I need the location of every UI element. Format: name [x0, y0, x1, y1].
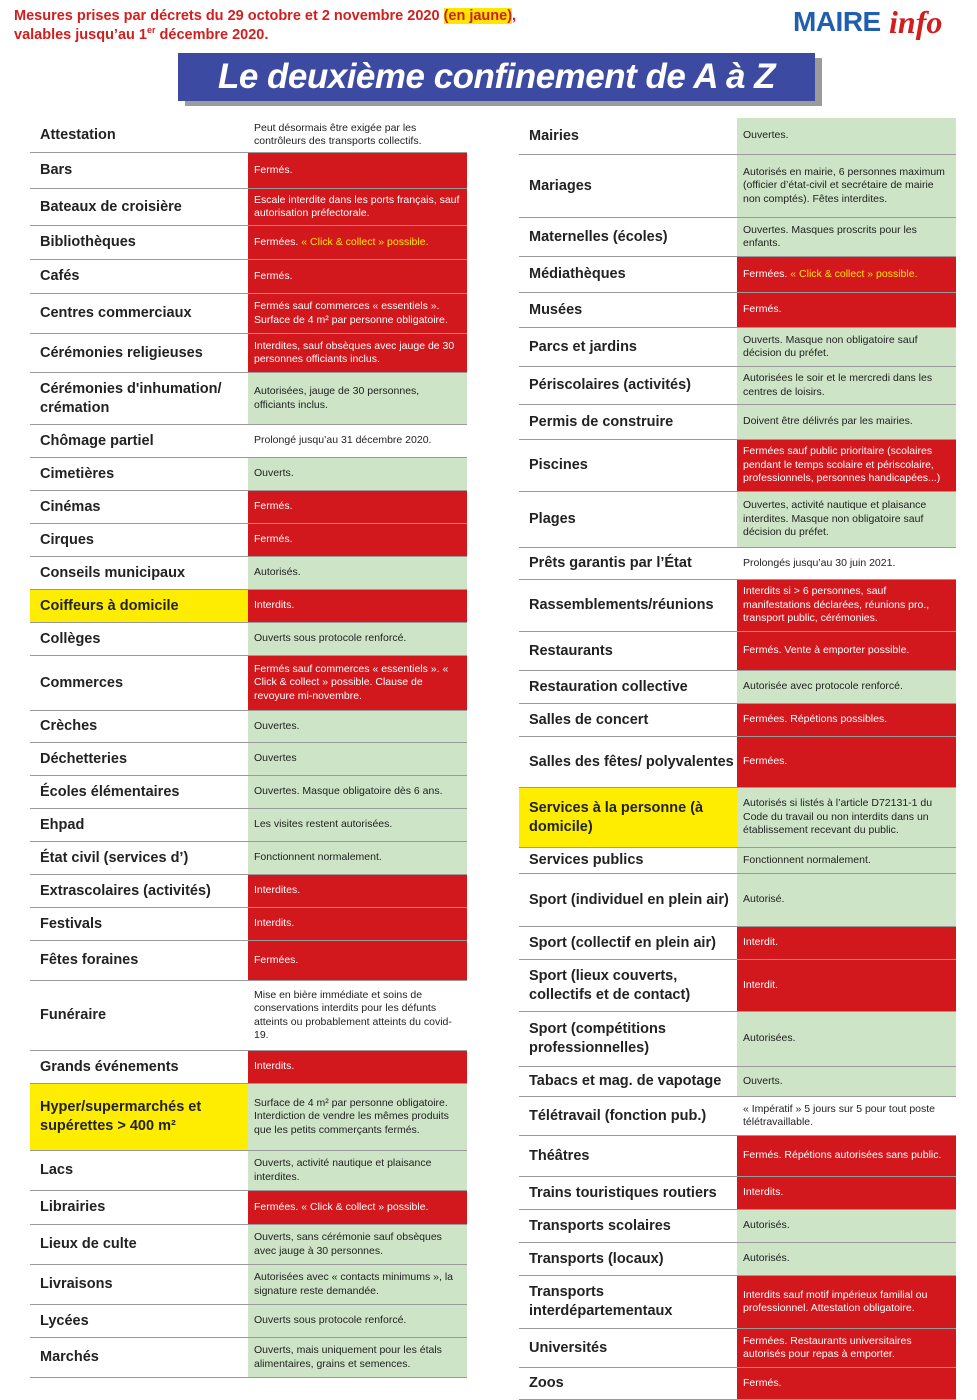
- click-collect-note: « Click & collect » possible.: [301, 235, 429, 248]
- measure-label: Cérémonies d'inhumation/ crémation: [40, 380, 222, 416]
- table-row: [519, 788, 956, 848]
- table-row: [519, 671, 956, 704]
- measure-label: Centres commerciaux: [40, 305, 192, 321]
- measure-label: Services à la personne (à domicile): [519, 788, 737, 847]
- table-row: [30, 1225, 467, 1265]
- measure-status: Fermées. « Click & collect » possible.: [248, 1191, 467, 1224]
- measure-label: Piscines: [529, 457, 588, 473]
- table-row: [519, 257, 956, 293]
- table-row: [30, 1265, 467, 1305]
- measure-status: Ouverts sous protocole renforcé.: [248, 623, 467, 655]
- measure-status: Autorisés si listés à l’article D72131-1 du Code du travail ou non interdits dans un établissement recevant du public.: [737, 788, 956, 847]
- measure-label: Lieux de culte: [40, 1236, 137, 1252]
- measure-status: Fermés. Répétions autorisées sans public.: [737, 1136, 956, 1176]
- measure-status: Autorisées le soir et le mercredi dans les centres de loisirs.: [737, 367, 956, 404]
- measure-label: Périscolaires (activités): [529, 377, 692, 393]
- measure-label: Maternelles (écoles): [529, 228, 668, 245]
- measure-label: Cimetières: [40, 465, 115, 482]
- table-row: [519, 1136, 956, 1177]
- measure-label: Fêtes foraines: [40, 952, 139, 968]
- measure-label: Grands événements: [40, 1058, 179, 1075]
- measure-label: Salles des fêtes/ polyvalentes: [529, 753, 734, 770]
- table-row: [30, 1338, 467, 1378]
- table-row: [30, 711, 467, 743]
- table-row: [519, 1243, 956, 1276]
- measure-status: Fermés.: [248, 260, 467, 293]
- table-row: [30, 908, 467, 941]
- measure-label: Coiffeurs à domicile: [30, 590, 248, 622]
- measure-label: Transports scolaires: [529, 1217, 671, 1234]
- note-comma: ,: [512, 8, 517, 24]
- measure-status: Doivent être délivrés par les mairies.: [737, 405, 956, 439]
- measure-label: Sport (lieux couverts, collectifs et de contact): [529, 967, 691, 1003]
- note-validity-end: décembre 2020.: [155, 27, 269, 43]
- table-row: [30, 623, 467, 656]
- measure-label: Parcs et jardins: [529, 338, 637, 355]
- measure-label: Mariages: [529, 177, 592, 194]
- measure-status: Autorisée avec protocole renforcé.: [737, 671, 956, 703]
- measure-status: Interdits.: [737, 1177, 956, 1209]
- measure-label: Prêts garantis par l’État: [529, 555, 692, 571]
- measure-status: Fermés sauf commerces « essentiels ». « Click & collect » possible. Clause de revoyure mi-novembre.: [248, 656, 467, 710]
- measure-status: Autorisées.: [737, 1012, 956, 1066]
- measure-label: Sport (individuel en plein air): [529, 891, 729, 908]
- measure-label: Musées: [529, 301, 583, 318]
- measure-status: Mise en bière immédiate et soins de conservations interdits pour les défunts atteints ou probablement atteints du covid-19.: [248, 981, 467, 1050]
- measure-status: Ouvertes. Masque obligatoire dès 6 ans.: [248, 776, 467, 808]
- measure-label: Sport (collectif en plein air): [529, 934, 716, 951]
- table-row: [30, 260, 467, 294]
- measure-status: Interdits.: [248, 590, 467, 622]
- table-row: [519, 632, 956, 671]
- measure-label: Restaurants: [529, 642, 613, 659]
- measure-status: Fermés. Vente à emporter possible.: [737, 632, 956, 670]
- measure-status: Ouverts, sans cérémonie sauf obsèques avec jauge à 30 personnes.: [248, 1225, 467, 1264]
- measure-status: Ouvertes, activité nautique et plaisance interdites. Masque non obligatoire sauf décision du préfet.: [737, 492, 956, 547]
- table-row: [30, 1151, 467, 1191]
- table-row: [519, 328, 956, 367]
- measure-status: Autorisés.: [248, 557, 467, 589]
- measure-status: Ouverts. Masque non obligatoire sauf décision du préfet.: [737, 328, 956, 366]
- measure-label: Festivals: [40, 915, 103, 932]
- measure-status: Ouvertes. Masques proscrits pour les enfants.: [737, 218, 956, 256]
- yellow-legend: (en jaune): [443, 8, 513, 24]
- measure-label: Salles de concert: [529, 711, 649, 728]
- measure-label: Écoles élémentaires: [40, 783, 180, 800]
- measure-label: Transports (locaux): [529, 1250, 664, 1267]
- measure-label: Permis de construire: [529, 413, 674, 430]
- table-row: [519, 1177, 956, 1210]
- table-row: [519, 293, 956, 328]
- measure-status: Fermés.: [737, 293, 956, 327]
- table-row: [519, 874, 956, 927]
- measure-label: Commerces: [40, 674, 124, 691]
- measure-label: Plages: [529, 511, 576, 527]
- logo-info: info: [889, 4, 943, 40]
- measure-status: Fermées.: [248, 941, 467, 980]
- measure-label: Funéraire: [40, 1007, 107, 1023]
- table-row: [30, 1305, 467, 1338]
- measure-label: Rassemblements/réunions: [529, 597, 714, 613]
- measure-status: Ouverts.: [737, 1067, 956, 1096]
- measure-label: Cirques: [40, 531, 94, 548]
- measure-label: Cafés: [40, 268, 80, 284]
- table-row: [30, 334, 467, 373]
- measure-status: Interdits.: [248, 908, 467, 940]
- measure-status: Ouverts, activité nautique et plaisance interdites.: [248, 1151, 467, 1190]
- measure-status: Fermées.: [737, 737, 956, 787]
- measure-status: Interdits sauf motif impérieux familial ou professionnel. Attestation obligatoire.: [737, 1276, 956, 1328]
- measure-status: Interdit.: [737, 927, 956, 959]
- measure-status: Fermées. « Click & collect » possible.: [248, 226, 467, 259]
- table-row: [519, 1097, 956, 1136]
- measure-label: Bars: [40, 162, 73, 178]
- measure-label: Services publics: [529, 852, 644, 868]
- measure-label: Bibliothèques: [40, 234, 136, 250]
- measure-label: Crèches: [40, 718, 98, 734]
- measure-status: « Impératif » 5 jours sur 5 pour tout poste télétravaillable.: [737, 1097, 956, 1135]
- table-row: [30, 875, 467, 908]
- measure-label: État civil (services d’): [40, 849, 189, 866]
- table-row: [519, 155, 956, 218]
- measure-label: Attestation: [40, 126, 116, 143]
- logo-maire: MAIRE: [793, 6, 881, 37]
- table-row: [519, 218, 956, 257]
- table-row: [30, 189, 467, 226]
- measure-status: Fermés.: [248, 524, 467, 556]
- measure-label: Chômage partiel: [40, 432, 154, 449]
- measure-label: Déchetteries: [40, 750, 128, 767]
- measure-status: Prolongé jusqu’au 31 décembre 2020.: [248, 425, 467, 457]
- measure-label: Librairies: [40, 1199, 106, 1215]
- measure-status: Fermées. Répétions possibles.: [737, 704, 956, 736]
- measure-label: Extrascolaires (activités): [40, 882, 211, 899]
- measure-status: Autorisés.: [737, 1210, 956, 1242]
- measure-status: Fonctionnent normalement.: [248, 842, 467, 874]
- measure-label: Cinémas: [40, 498, 101, 515]
- table-row: [30, 809, 467, 842]
- table-row: [519, 704, 956, 737]
- measure-status: Peut désormais être exigée par les contrôleurs des transports collectifs.: [248, 118, 467, 152]
- measure-status: Prolongés jusqu’au 30 juin 2021.: [737, 548, 956, 579]
- measure-label: Théâtres: [529, 1147, 590, 1164]
- measure-status: Interdites, sauf obsèques avec jauge de 30 personnes officiants inclus.: [248, 334, 467, 372]
- measure-status: Ouverts.: [248, 458, 467, 490]
- table-row: [30, 294, 467, 334]
- table-row: [30, 491, 467, 524]
- measure-label: Tabacs et mag. de vapotage: [529, 1073, 722, 1089]
- measure-status: Interdites.: [248, 875, 467, 907]
- measure-status: Interdits si > 6 personnes, sauf manifestations déclarées, réunions pro., transport public, cérémonies.: [737, 580, 956, 631]
- table-row: [519, 1210, 956, 1243]
- table-row: [519, 1368, 956, 1400]
- measure-status: Autorisées avec « contacts minimums », la signature reste demandée.: [248, 1265, 467, 1304]
- note-validity: valables jusqu’au 1: [14, 27, 147, 43]
- table-row: [30, 118, 467, 153]
- measure-status: Fermées sauf public prioritaire (scolaires pendant le temps scolaire et périscolaire, professionnels, personnes handicapées...): [737, 440, 956, 491]
- maire-info-logo[interactable]: [793, 6, 969, 42]
- measure-status: Autorisé.: [737, 874, 956, 926]
- table-row: [519, 1067, 956, 1097]
- measure-status: Autorisés.: [737, 1243, 956, 1275]
- measure-label: Conseils municipaux: [40, 564, 186, 581]
- decree-note: [14, 7, 574, 45]
- measure-label: Lacs: [40, 1162, 74, 1178]
- measure-status: Ouvertes: [248, 743, 467, 775]
- table-row: [30, 373, 467, 425]
- table-row: [519, 737, 956, 788]
- measure-status: Interdit.: [737, 960, 956, 1011]
- measure-label: Lycées: [40, 1312, 89, 1329]
- measure-status: Fermées. Restaurants universitaires autorisés pour repas à emporter.: [737, 1329, 956, 1367]
- table-row: [30, 458, 467, 491]
- table-row: [30, 590, 467, 623]
- measure-status: Ouverts sous protocole renforcé.: [248, 1305, 467, 1337]
- table-row: [519, 548, 956, 580]
- table-row: [30, 226, 467, 260]
- table-row: [519, 960, 956, 1012]
- table-row: [30, 1191, 467, 1225]
- measure-status: Fermés.: [248, 491, 467, 523]
- click-collect-note: « Click & collect » possible.: [790, 267, 918, 280]
- table-row: [519, 1329, 956, 1368]
- measure-label: Transports interdépartementaux: [529, 1284, 673, 1319]
- table-row: [30, 941, 467, 981]
- table-row: [519, 118, 956, 155]
- measure-status: Surface de 4 m² par personne obligatoire. Interdiction de vendre les mêmes produits que les petits commerçants fermés.: [248, 1084, 467, 1150]
- table-row: [519, 405, 956, 440]
- measure-status: Fermés.: [737, 1368, 956, 1399]
- measure-status: Autorisées, jauge de 30 personnes, officiants inclus.: [248, 373, 467, 424]
- table-row: [30, 1084, 467, 1151]
- table-row: [30, 981, 467, 1051]
- measure-status: Ouvertes.: [737, 118, 956, 154]
- table-row: [519, 580, 956, 632]
- table-row: [30, 524, 467, 557]
- measure-label: Mairies: [529, 127, 579, 144]
- table-row: [30, 153, 467, 189]
- measure-status: Ouverts, mais uniquement pour les étals alimentaires, grains et semences.: [248, 1338, 467, 1377]
- measure-label: Restauration collective: [529, 678, 688, 695]
- measure-status: Fermés sauf commerces « essentiels ». Surface de 4 m² par personne obligatoire.: [248, 294, 467, 333]
- measure-status: Escale interdite dans les ports français, sauf autorisation préfectorale.: [248, 189, 467, 225]
- measure-label: Ehpad: [40, 816, 85, 833]
- measure-label: Médiathèques: [529, 266, 626, 282]
- table-row: [519, 1276, 956, 1329]
- table-row: [30, 1051, 467, 1084]
- table-row: [30, 743, 467, 776]
- measure-status: Fermées. « Click & collect » possible.: [737, 257, 956, 292]
- measure-label: Zoos: [529, 1375, 564, 1391]
- measure-status: Fermés.: [248, 153, 467, 188]
- measure-label: Trains touristiques routiers: [529, 1184, 717, 1201]
- note-sup: er: [146, 25, 156, 36]
- note-text: Mesures prises par décrets du 29 octobre et 2 novembre 2020: [14, 8, 444, 24]
- table-row: [30, 776, 467, 809]
- measure-status: Les visites restent autorisées.: [248, 809, 467, 841]
- measure-label: Collèges: [40, 630, 101, 647]
- measure-label: Cérémonies religieuses: [40, 344, 203, 361]
- measure-label: Sport (compétitions professionnelles): [529, 1021, 666, 1056]
- measure-status: Interdits.: [248, 1051, 467, 1083]
- table-row: [30, 425, 467, 458]
- measure-status: Fonctionnent normalement.: [737, 848, 956, 873]
- table-row: [519, 440, 956, 492]
- table-row: [519, 848, 956, 874]
- measure-label: Hyper/supermarchés et supérettes > 400 m²: [30, 1084, 248, 1150]
- measure-label: Bateaux de croisière: [40, 198, 182, 215]
- table-row: [30, 842, 467, 875]
- measure-status: Ouvertes.: [248, 711, 467, 742]
- measure-label: Universités: [529, 1339, 608, 1356]
- table-row: [519, 492, 956, 548]
- table-row: [519, 927, 956, 960]
- table-row: [30, 656, 467, 711]
- table-row: [519, 367, 956, 405]
- measure-label: Marchés: [40, 1349, 99, 1365]
- measure-status: Autorisés en mairie, 6 personnes maximum (officier d’état-civil et secrétaire de mairie non comptés). Fêtes interdites.: [737, 155, 956, 217]
- measure-label: Télétravail (fonction pub.): [529, 1107, 707, 1124]
- measure-label: Livraisons: [40, 1276, 113, 1292]
- page-title: Le deuxième confinement de A à Z: [178, 53, 815, 101]
- table-row: [519, 1012, 956, 1067]
- table-row: [30, 557, 467, 590]
